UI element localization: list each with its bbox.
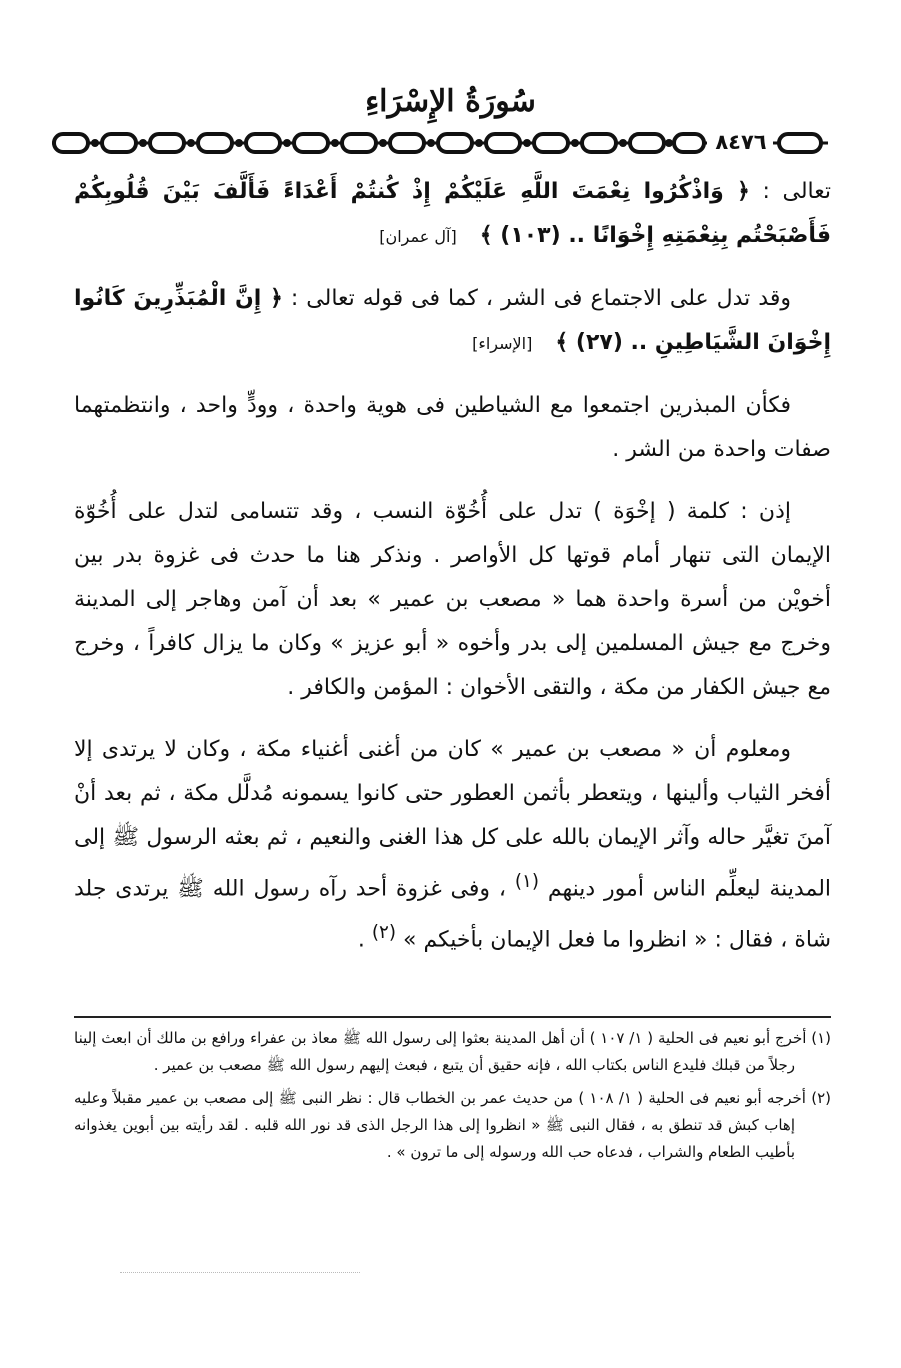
footnotes <box>74 1025 831 1172</box>
page-number: ٨٤٧٦ <box>715 130 767 154</box>
paragraph-text: ومعلوم أن « مصعب بن عمير » كان من أغنى أغنياء مكة ، وكان لا يرتدى إلا أفخر الثياب وألينها ، ويتعطر بأثمن العطور حتى كانوا يسمونه مُدلَّل مكة ، ثم بعد أنْ آمنَ تغيَّر حاله وآثر الإيمان بالله على كل هذا الغنى والنعيم ، ثم بعثه الرسول ﷺ إلى المدينة ليعلِّم الناس أمور دينهم <box>74 737 832 902</box>
surah-reference: [آل عمران] <box>379 227 457 246</box>
main-text <box>74 170 831 981</box>
surah-title: سُورَةُ الإِسْرَاءِ <box>365 84 536 119</box>
quran-verse: ﴿ وَاذْكُرُوا نِعْمَتَ اللَّهِ عَلَيْكُمْ إِذْ كُنتُمْ أَعْدَاءً فَأَلَّفَ بَيْنَ قُلُوبِكُمْ فَأَصْبَحْتُم بِنِعْمَتِهِ إِخْوَانًا .. (١٠٣) ﴾ <box>74 179 831 248</box>
footnote-marker: (١) <box>514 871 540 892</box>
paragraph-text: وقد تدل على الاجتماع فى الشر ، كما فى قوله تعالى : <box>290 286 791 311</box>
footnote-2: (٢) أخرجه أبو نعيم فى الحلية ( ١/ ١٠٨ ) من حديث عمر بن الخطاب قال : نظر النبى ﷺ إلى مصعب بن عمير مقبلاً وعليه إهاب كبش قد تنطق به ، فقال النبى ﷺ « انظروا إلى هذا الرجل الذى قد نور الله قلبه . لقد رأيته بين أبوين يغذوانه بأطيب الطعام والشراب ، فدعاه حب الله ورسوله إلى ما ترون » . <box>74 1089 831 1161</box>
page-header <box>0 70 901 160</box>
footnote-1: (١) أخرج أبو نعيم فى الحلية ( ١/ ١٠٧ ) أن أهل المدينة بعثوا إلى رسول الله ﷺ معاذ بن عفراء ورافع بن مالك أن ابعث إلينا رجلاً من قبلك فليدع الناس بكتاب الله ، فإنه حقيق أن يتبع ، فبعث إليهم رسول الله ﷺ مصعب بن عمير . <box>74 1029 831 1074</box>
quran-verse: ﴿ إِنَّ الْمُبَذِّرِينَ كَانُوا إِخْوَانَ الشَّيَاطِينِ .. (٢٧) ﴾ <box>74 286 831 355</box>
intro-text: تعالى : <box>762 179 831 204</box>
scan-artifact-line <box>120 1272 360 1273</box>
footnote-divider <box>74 1016 831 1018</box>
paragraph-text: . <box>357 927 365 953</box>
chain-ornament-left <box>52 130 707 156</box>
paragraph <box>74 728 831 963</box>
paragraph: فكأن المبذرين اجتمعوا مع الشياطين فى هوية واحدة ، وودٍّ واحد ، وانتظمتهما صفات واحدة من الشر . <box>74 393 831 462</box>
paragraph: إذن : كلمة ( إخْوَة ) تدل على أُخُوّة النسب ، وقد تتسامى لتدل على أُخُوّة الإيمان التى تنهار أمام قوتها كل الأواصر . ونذكر هنا ما حدث فى غزوة بدر بين أخويْن من أسرة واحدة هما « مصعب بن عمير » بعد أن آمن وهاجر إلى المدينة وخرج مع جيش المسلمين إلى بدر وأخوه « أبو عزيز » وكان ما يزال كافراً ، وخرج مع جيش الكفار من مكة ، والتقى الأخوان : المؤمن والكافر . <box>74 499 831 700</box>
chain-ornament-right <box>773 130 828 156</box>
paragraph-text: ، وفى غزوة أحد رآه رسول الله ﷺ يرتدى جلد شاة ، فقال : « انظروا ما فعل الإيمان بأخيكم » <box>74 876 831 953</box>
paragraph-verse-al-imran <box>74 170 831 259</box>
paragraph-verse-isra <box>74 277 831 366</box>
surah-reference: [الإسراء] <box>472 334 533 353</box>
footnote-marker: (٢) <box>371 922 396 944</box>
